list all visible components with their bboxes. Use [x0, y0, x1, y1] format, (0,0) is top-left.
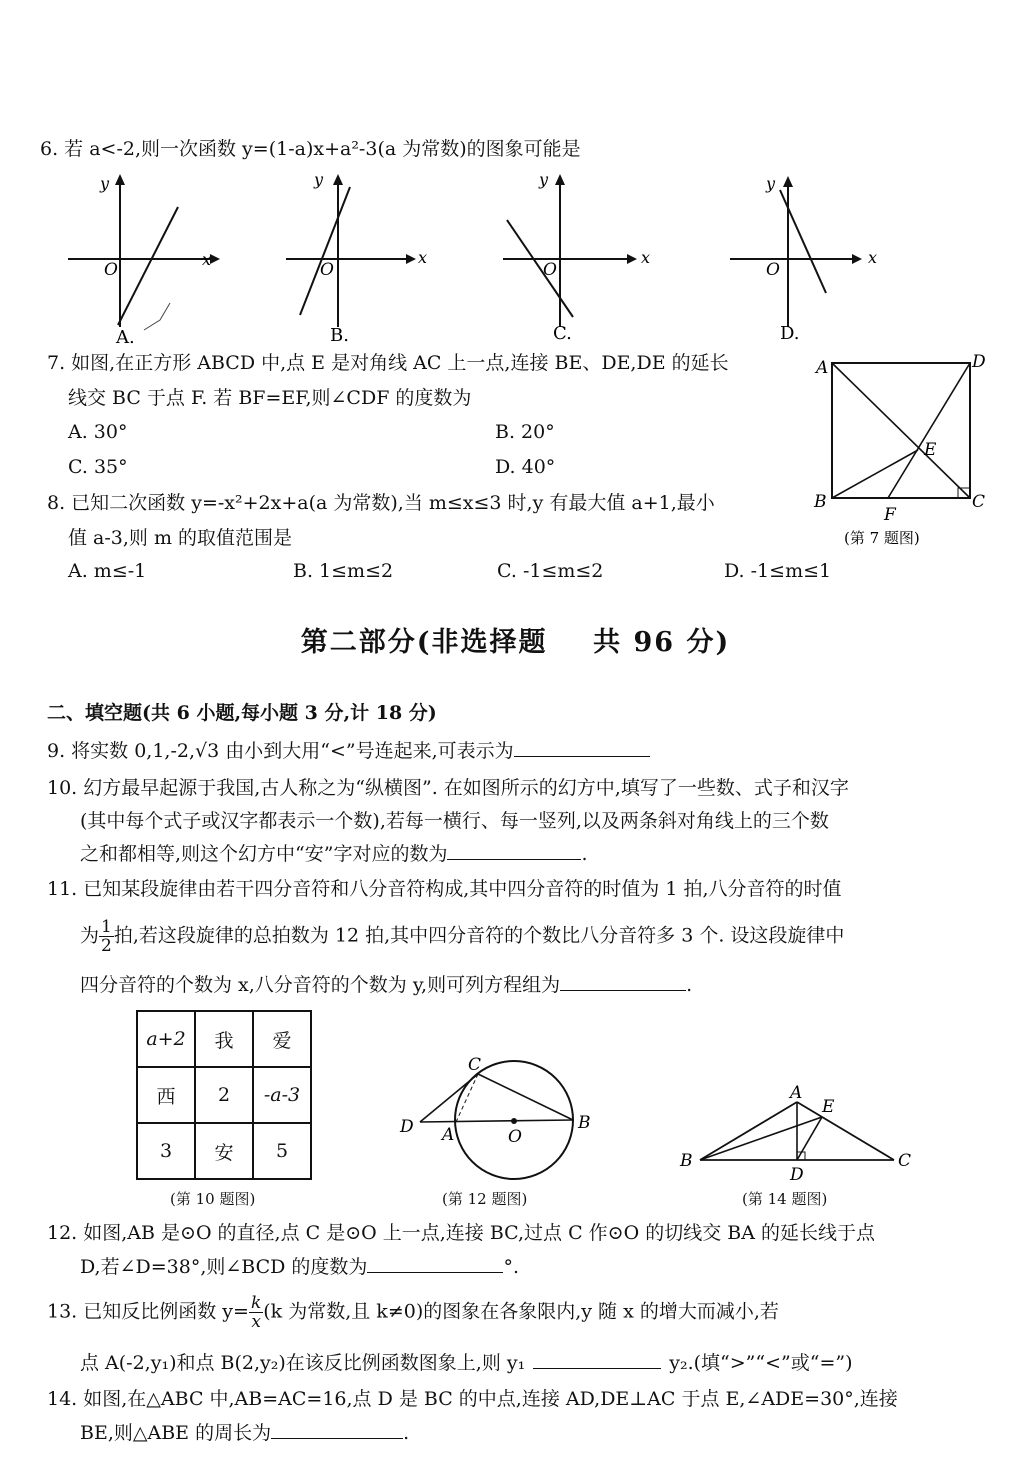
q12-figure-caption: (第 12 题图)	[442, 1190, 528, 1208]
label-c: C	[898, 1151, 912, 1171]
part2-title: 第二部分(非选择题 共 96 分)	[300, 627, 731, 658]
x-label: x	[868, 248, 878, 267]
q10-answer-blank[interactable]	[447, 859, 581, 860]
q11-stem-line3: 四分音符的个数为 x,八分音符的个数为 y,则可列方程组为	[80, 974, 561, 996]
q8-option-d: D. -1≤m≤1	[724, 560, 832, 582]
q14-end: .	[403, 1422, 410, 1444]
y-axis-arrow	[333, 174, 343, 185]
magic-row	[137, 1067, 311, 1123]
graph-line	[300, 187, 350, 315]
x-label: x	[641, 248, 651, 267]
q7-figure-caption: (第 7 题图)	[844, 529, 920, 547]
option-label-a: A.	[116, 327, 135, 345]
y-axis-arrow	[783, 176, 793, 187]
segment-de	[797, 1117, 822, 1160]
q8-option-a: A. m≤-1	[68, 560, 147, 582]
y-axis-arrow	[555, 174, 565, 185]
label-o: O	[508, 1127, 522, 1147]
label-c: C	[468, 1055, 482, 1075]
q14-figure-caption: (第 14 题图)	[742, 1190, 828, 1208]
label-d: D	[400, 1117, 414, 1137]
q8-option-b: B. 1≤m≤2	[293, 560, 394, 582]
q10-stem-line2: (其中每个式子或汉字都表示一个数),若每一横行、每一竖列,以及两条斜对角线上的三个数	[80, 810, 829, 832]
q8-option-c: C. -1≤m≤2	[497, 560, 604, 582]
q10-figure-caption: (第 10 题图)	[170, 1190, 256, 1208]
line-db	[420, 1120, 573, 1122]
label-b: B	[814, 492, 827, 512]
y-label: y	[100, 174, 110, 193]
graph-line	[118, 207, 178, 325]
q6-graph-a	[60, 165, 230, 345]
q13-fraction	[249, 1294, 263, 1331]
magic-cell: 我	[195, 1011, 253, 1067]
origin-label: O	[320, 260, 334, 280]
center-dot	[511, 1118, 517, 1124]
label-a: A	[442, 1125, 455, 1145]
label-d: D	[972, 352, 986, 372]
q11-pre: 为	[80, 924, 100, 947]
option-label-b: B.	[330, 325, 349, 345]
q14-stem-line1: 14. 如图,在△ABC 中,AB=AC=16,点 D 是 BC 的中点,连接 AD,DE⊥AC 于点 E,∠ADE=30°,连接	[47, 1388, 898, 1410]
q7-option-c: C. 35°	[68, 456, 128, 478]
q12-figure	[396, 1052, 606, 1182]
q11-fraction	[99, 918, 114, 955]
q12-stem-line2: D,若∠D=38°,则∠BCD 的度数为	[80, 1256, 368, 1278]
magic-row	[137, 1123, 311, 1179]
magic-cell: 安	[195, 1123, 253, 1179]
x-label: x	[202, 250, 212, 269]
magic-square	[136, 1010, 312, 1180]
q11-answer-blank[interactable]	[560, 990, 686, 991]
label-c: C	[972, 492, 986, 512]
y-label: y	[539, 170, 549, 189]
option-label-d: D.	[780, 323, 800, 344]
q10-figure	[136, 1010, 312, 1180]
y-label: y	[766, 174, 776, 193]
magic-cell: 5	[253, 1123, 311, 1179]
q13-row2	[80, 1350, 853, 1376]
x-axis-arrow	[627, 254, 637, 264]
label-e: E	[924, 440, 937, 460]
x-axis-arrow	[406, 254, 416, 264]
label-a: A	[790, 1083, 803, 1103]
magic-cell: 爱	[253, 1011, 311, 1067]
q13-end: y₂.(填“>”“<”或“=”)	[669, 1352, 853, 1374]
q11-row2	[80, 918, 844, 955]
q10-row3	[80, 841, 588, 867]
q14-stem-line2: BE,则△ABE 的周长为	[80, 1422, 272, 1444]
y-label: y	[314, 170, 324, 189]
label-d: D	[790, 1165, 804, 1182]
q13-frac-num: k	[250, 1293, 262, 1313]
tangent-dc	[420, 1074, 478, 1122]
y-axis-arrow	[115, 174, 125, 185]
q11-row3	[80, 972, 692, 998]
side-ac	[797, 1102, 894, 1160]
q13-frac-den: x	[251, 1312, 261, 1332]
q6-stem: 6. 若 a<-2,则一次函数 y=(1-a)x+a²-3(a 为常数)的图象可能是	[40, 138, 581, 160]
q7-option-b: B. 20°	[495, 421, 555, 443]
label-f: F	[884, 505, 896, 525]
option-label-c: C.	[553, 323, 572, 344]
q8-stem-line2: 值 a-3,则 m 的取值范围是	[68, 527, 293, 549]
x-axis-arrow	[210, 254, 220, 264]
magic-cell: a+2	[137, 1011, 195, 1067]
q11-post: 拍,若这段旋律的总拍数为 12 拍,其中四分音符的个数比八分音符多 3 个. 设这段旋律中	[113, 924, 845, 947]
pencil-mark	[144, 303, 170, 330]
q7-figure	[808, 345, 1008, 550]
q13-post: (k 为常数,且 k≠0)的图象在各象限内,y 随 x 的增大而减小,若	[263, 1300, 779, 1323]
q10-end: .	[581, 843, 588, 865]
q12-answer-blank[interactable]	[367, 1272, 503, 1273]
q7-option-d: D. 40°	[495, 456, 556, 478]
q11-end: .	[686, 974, 693, 996]
q6-graph-c	[495, 165, 665, 345]
magic-cell: -a-3	[253, 1067, 311, 1123]
q10-stem-line3: 之和都相等,则这个幻方中“安”字对应的数为	[80, 843, 448, 865]
q12-stem-line1: 12. 如图,AB 是⊙O 的直径,点 C 是⊙O 上一点,连接 BC,过点 C 作⊙O 的切线交 BA 的延长线于点	[47, 1222, 875, 1244]
origin-label: O	[543, 260, 557, 280]
q9-row	[47, 738, 650, 764]
label-e: E	[822, 1097, 835, 1117]
q7-stem-line1: 7. 如图,在正方形 ABCD 中,点 E 是对角线 AC 上一点,连接 BE、DE,DE 的延长	[47, 352, 729, 374]
origin-label: O	[766, 260, 780, 280]
label-a: A	[816, 358, 829, 378]
segment-be	[832, 450, 918, 498]
q12-end: °.	[503, 1256, 519, 1278]
graph-line	[507, 220, 573, 317]
q14-figure	[676, 1082, 926, 1182]
q9-answer-blank[interactable]	[514, 756, 650, 757]
magic-cell: 3	[137, 1123, 195, 1179]
q6-graph-d	[722, 165, 892, 345]
section2-title: 二、填空题(共 6 小题,每小题 3 分,计 18 分)	[47, 702, 437, 724]
q7-option-a: A. 30°	[68, 421, 128, 443]
q13-answer-blank[interactable]	[533, 1368, 661, 1369]
q12-row2	[80, 1254, 519, 1280]
magic-cell: 西	[137, 1067, 195, 1123]
origin-label: O	[104, 260, 118, 280]
q6-graph-b	[278, 165, 448, 345]
q13-pre: 13. 已知反比例函数 y=	[47, 1300, 249, 1323]
q11-frac-num: 1	[101, 917, 112, 937]
q14-row2	[80, 1420, 409, 1446]
label-b: B	[680, 1151, 693, 1171]
q10-stem-line1: 10. 幻方最早起源于我国,古人称之为“纵横图”. 在如图所示的幻方中,填写了一些数、式子和汉字	[47, 777, 849, 799]
q11-stem-line1: 11. 已知某段旋律由若干四分音符和八分音符构成,其中四分音符的时值为 1 拍,八分音符的时值	[47, 878, 842, 900]
q13-stem-line2: 点 A(-2,y₁)和点 B(2,y₂)在该反比例函数图象上,则 y₁	[80, 1352, 526, 1374]
magic-cell: 2	[195, 1067, 253, 1123]
q9-stem: 9. 将实数 0,1,-2,√3 由小到大用“<”号连起来,可表示为	[47, 740, 514, 762]
graph-line	[780, 190, 826, 293]
x-label: x	[418, 248, 428, 267]
q8-stem-line1: 8. 已知二次函数 y=-x²+2x+a(a 为常数),当 m≤x≤3 时,y 有最大值 a+1,最小	[47, 492, 715, 514]
q14-answer-blank[interactable]	[271, 1438, 403, 1439]
magic-row	[137, 1011, 311, 1067]
q11-frac-den: 2	[101, 936, 112, 956]
x-axis-arrow	[852, 254, 862, 264]
q13-row1	[47, 1294, 779, 1331]
label-b: B	[578, 1113, 591, 1133]
q7-stem-line2: 线交 BC 于点 F. 若 BF=EF,则∠CDF 的度数为	[68, 387, 472, 409]
